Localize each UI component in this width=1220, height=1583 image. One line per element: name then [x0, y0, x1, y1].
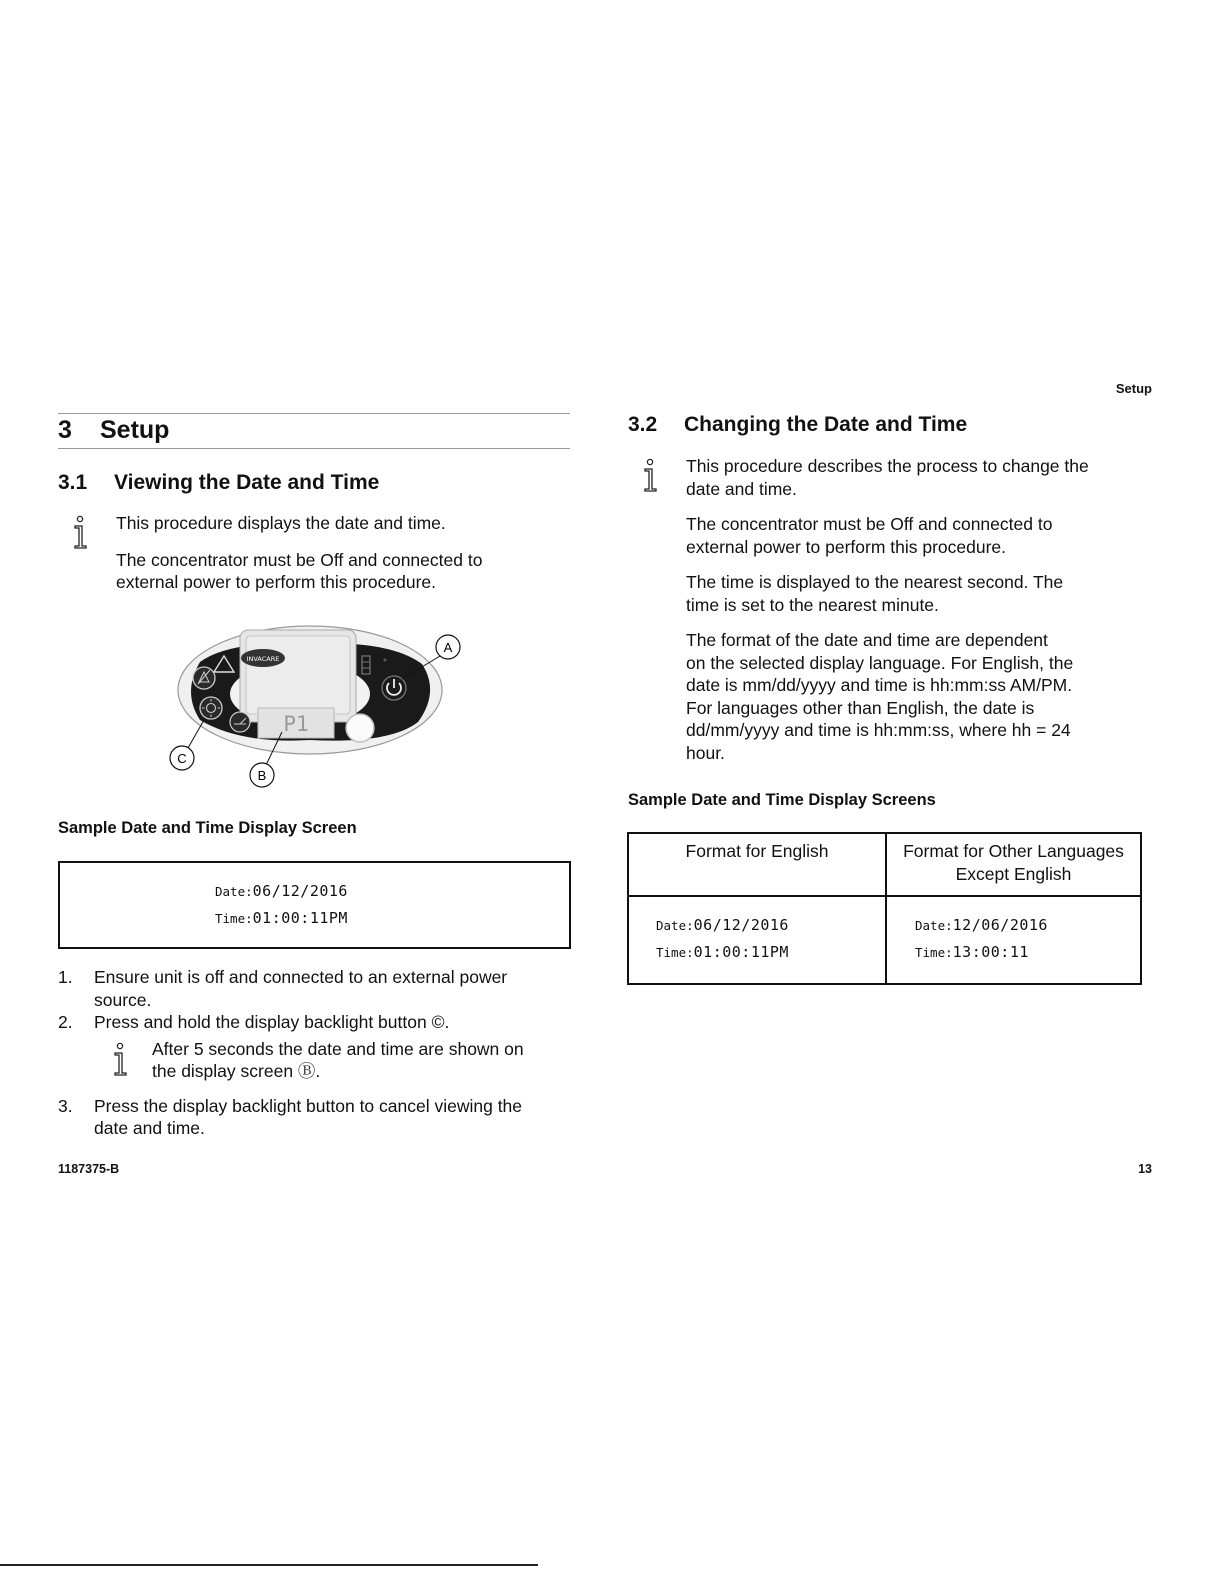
chapter-rule-bottom	[58, 448, 570, 449]
s32-caption: Sample Date and Time Display Screens	[628, 791, 936, 809]
steps-list	[58, 966, 570, 1140]
time-label: Time:	[215, 911, 253, 926]
note-text: dd/mm/yyyy and time is hh:mm:ss, where hh = 24	[686, 720, 1071, 740]
english-format-cell	[628, 896, 886, 984]
note-text: external power to perform this procedure.	[116, 572, 437, 592]
time-value: 13:00:11	[952, 943, 1029, 961]
note-text: date is mm/dd/yyyy and time is hh:mm:ss AM/PM.	[686, 675, 1073, 695]
date-value: 06/12/2016	[693, 916, 789, 934]
time-label: Time:	[915, 945, 953, 960]
time-value: 01:00:11PM	[693, 943, 789, 961]
list-item	[58, 966, 570, 1011]
date-label: Date:	[656, 918, 694, 933]
table-header-other	[886, 833, 1141, 896]
panel-display-text: P1	[283, 712, 309, 736]
date-label: Date:	[215, 884, 253, 899]
note-text: external power to perform this procedure.	[686, 536, 1007, 557]
header-text: Format for Other Languages	[903, 841, 1124, 861]
bottom-edge-rule	[0, 1564, 538, 1566]
note-text: The concentrator must be Off and connected to	[686, 514, 1053, 534]
callout-a: A	[443, 640, 453, 655]
section-number: 3.2	[628, 413, 658, 436]
section-3-2-heading	[628, 413, 967, 437]
header-text: Except English	[955, 863, 1072, 884]
section-title: Viewing the Date and Time	[114, 471, 380, 494]
s31-caption: Sample Date and Time Display Screen	[58, 819, 357, 837]
info-icon	[70, 515, 92, 551]
time-value: 01:00:11PM	[252, 909, 348, 927]
note-text: time is set to the nearest minute.	[686, 594, 939, 615]
info-icon	[110, 1042, 132, 1078]
other-format-cell	[886, 896, 1141, 984]
lcd-readout	[888, 898, 1139, 966]
table-row	[628, 896, 1141, 984]
section-3-1-heading	[58, 471, 379, 495]
step-text: date and time.	[94, 1118, 205, 1138]
note-text: hour.	[686, 742, 725, 763]
info-icon	[640, 458, 662, 494]
s31-note	[116, 512, 566, 594]
table-header-row	[628, 833, 1141, 896]
step-text: Ensure unit is off and connected to an external power	[94, 967, 508, 987]
note-text: This procedure displays the date and time.	[116, 513, 446, 533]
note-text: For languages other than English, the date is	[686, 697, 1035, 718]
brand-logo: INVACARE	[246, 655, 280, 663]
callout-c: C	[177, 751, 187, 766]
sample-display-screen	[58, 861, 571, 949]
date-value: 12/06/2016	[952, 916, 1048, 934]
note-text: The time is displayed to the nearest second. The	[686, 572, 1064, 592]
section-title: Changing the Date and Time	[684, 413, 968, 436]
step-text: Press and hold the display backlight button ©.	[94, 1012, 450, 1032]
date-value: 06/12/2016	[252, 882, 348, 900]
time-label: Time:	[656, 945, 694, 960]
step-text: source.	[94, 989, 152, 1010]
header-text: Format for English	[685, 841, 829, 861]
list-item	[58, 1095, 570, 1140]
note-text: This procedure describes the process to change the	[686, 456, 1089, 476]
note-text: on the selected display language. For English, the	[686, 652, 1074, 673]
step-number: 1.	[58, 967, 73, 987]
s32-notes	[686, 455, 1146, 764]
page-number: 13	[1138, 1162, 1152, 1176]
control-panel-figure	[160, 622, 480, 794]
lcd-readout	[215, 878, 348, 932]
doc-number: 1187375-B	[58, 1162, 120, 1176]
table-header-english	[628, 833, 886, 896]
chapter-number: 3	[58, 416, 72, 444]
note-text: date and time.	[686, 478, 797, 499]
chapter-heading	[58, 416, 169, 445]
running-head: Setup	[1115, 381, 1152, 396]
step-number: 3.	[58, 1095, 73, 1116]
chapter-title: Setup	[100, 416, 170, 444]
date-label: Date:	[915, 918, 953, 933]
callout-b: B	[257, 768, 267, 783]
format-table	[627, 832, 1142, 985]
step-text: Press the display backlight button to cancel viewing the	[94, 1095, 523, 1116]
note-text: The concentrator must be Off and connected to	[116, 549, 483, 570]
chapter-rule-top	[58, 413, 570, 414]
note-text: the display screen Ⓑ.	[152, 1061, 321, 1081]
note-text: The format of the date and time are dependent	[686, 630, 1048, 650]
step-note	[94, 1038, 570, 1083]
note-text: After 5 seconds the date and time are shown on	[152, 1038, 524, 1059]
lcd-readout	[630, 898, 884, 966]
section-number: 3.1	[58, 471, 88, 494]
step-number: 2.	[58, 1012, 73, 1032]
list-item	[58, 1011, 570, 1083]
